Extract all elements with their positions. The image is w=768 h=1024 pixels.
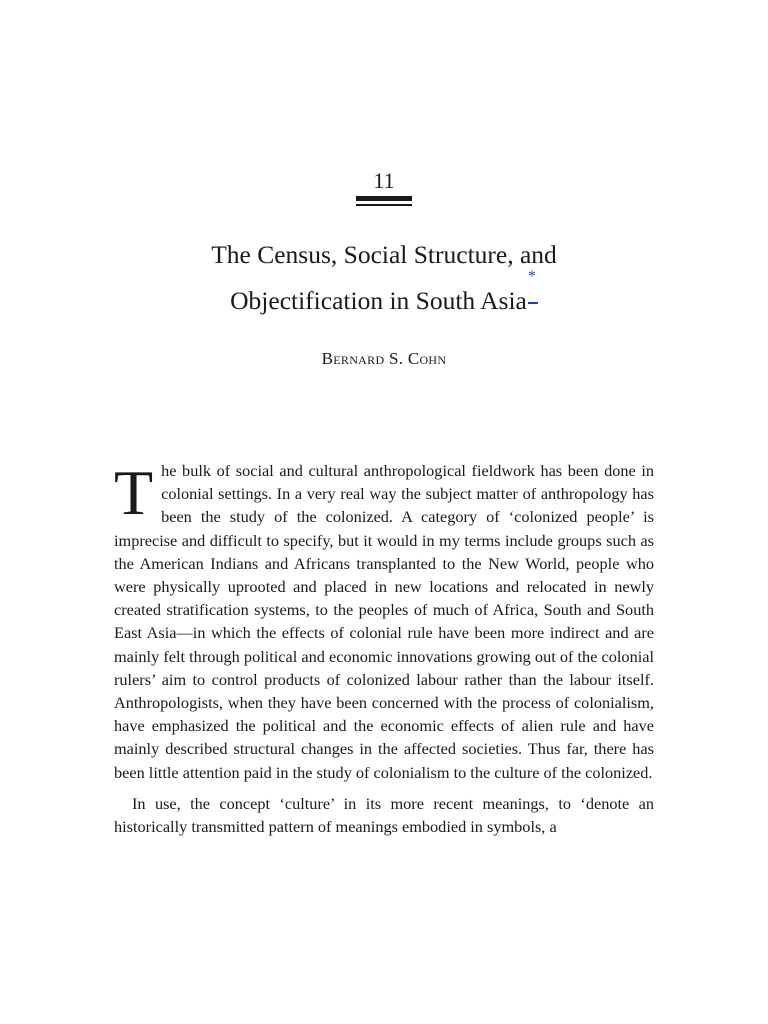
chapter-title-line-2-wrapper [0,268,768,324]
chapter-title-line-1: The Census, Social Structure, and [211,240,557,269]
paragraph-1 [114,459,654,784]
author-name: Bernard S. Cohn [321,349,447,368]
footnote-marker: * [527,268,536,285]
body-text [114,459,654,838]
chapter-title [0,232,768,324]
paragraph-2: In use, the concept ‘culture’ in its more recent meanings, to ‘denote an historically transmitted pattern of meanings embodied in symbols, a [114,793,654,837]
paragraph-1-text: he bulk of social and cultural anthropological fieldwork has been done in colonial settings. In a very real way the subject matter of anthropology has been the study of the colonized. A category of ‘colonized people’ is imprecise and difficult to specify, but it would in my terms include groups such as the American Indians and Africans transplanted to the New World, people who were physically uprooted and placed in new locations and relocated in newly created stratification systems, to the peoples of much of Africa, South and South East Asia—in which the effects of colonial rule have been more indirect and are mainly felt through political and economic innovations growing out of the colonial rulers’ aim to control products of colonized labour rather than the labour itself. Anthropologists, when they have been concerned with the process of colonialism, have emphasized the political and the economic effects of alien rule and have mainly described structural changes in the affected societies. Thus far, there has been little attention paid in the study of colonialism to the culture of the colonized. [114,461,654,782]
footnote-underline [528,302,538,304]
chapter-number: 11 [373,168,395,193]
footnote-link[interactable] [527,268,538,315]
drop-cap: T [114,457,154,528]
chapter-rule-thin [356,204,412,206]
chapter-title-line-2: Objectification in South Asia [230,286,527,315]
chapter-rule-thick [356,196,412,201]
